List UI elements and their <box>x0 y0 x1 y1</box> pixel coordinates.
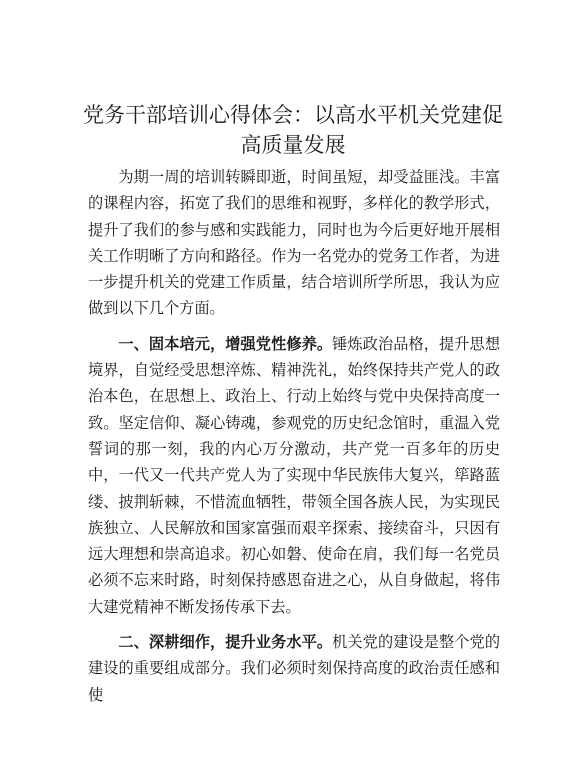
section-2-paragraph <box>88 629 500 708</box>
intro-paragraph: 为期一周的培训转瞬即逝，时间虽短，却受益匪浅。丰富的课程内容，拓宽了我们的思维和视野，多样化的教学形式，提升了我们的参与感和实践能力，同时也为今后更好地开展相关工作明晰了方向和路径。作为一名党办的党务工作者，为进一步提升机关的党建工作质量，结合培训所学所思，我认为应做到以下几个方面。 <box>88 168 500 318</box>
section-1-paragraph <box>88 331 500 620</box>
title-line-2: 高质量发展 <box>240 133 346 157</box>
document-title <box>60 100 526 160</box>
section-1-body: 锤炼政治品格，提升思想境界，自觉经受思想淬炼、精神洗礼，始终保持共产党人的政治本色，在思想上、政治上、行动上始终与党中央保持高度一致。坚定信仰、凝心铸魂，参观党的历史纪念馆时，重温入党誓词的那一刻，我的内心万分激动，共产党一百多年的历史中，一代又一代共产党人为了实现中华民族伟大复兴，筚路蓝缕、披荆斩棘，不惜流血牺牲，带领全国各族人民，为实现民族独立、人民解放和国家富强而艰辛探索、接续奋斗，只因有远大理想和崇高追求。初心如磐、使命在肩，我们每一名党员必须不忘来时路，时刻保持感恩奋进之心，从自身做起，将伟大建党精神不断发扬传承下去。 <box>88 334 501 616</box>
document-body <box>88 164 500 717</box>
section-2-body: 机关党的建设是整个党的建设的重要组成部分。我们必须时刻保持高度的政治责任感和使 <box>88 633 501 704</box>
section-1-heading: 一、固本培元，增强党性修养。 <box>118 334 333 353</box>
title-line-1: 党务干部培训心得体会：以高水平机关党建促 <box>83 103 503 127</box>
section-2-heading: 二、深耕细作，提升业务水平。 <box>118 633 333 652</box>
